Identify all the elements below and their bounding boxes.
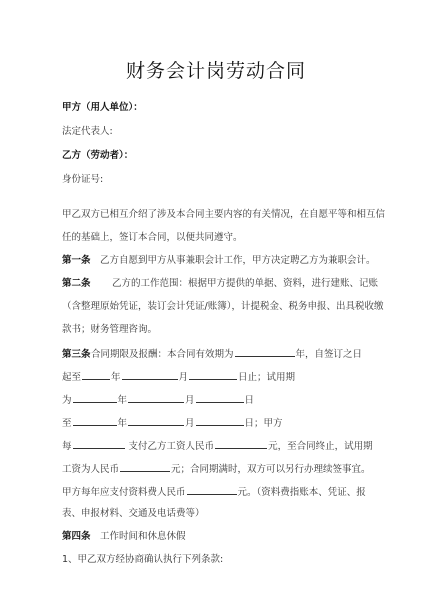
article-2-text-2: （含整理原始凭证，装订会计凭证/账簿），计提税金、税务申报、出具税收缴	[62, 301, 384, 312]
article-3-line-2	[62, 369, 295, 384]
article-3-text: 起至	[62, 372, 82, 383]
article-1-text: 乙方自愿到甲方从事兼职会计工作，甲方决定聘乙方为兼职会计。	[100, 255, 376, 266]
article-3-line-1	[62, 346, 362, 361]
article-4	[62, 530, 186, 543]
probation-start-day-blank[interactable]	[196, 392, 244, 403]
article-3-line-4	[62, 415, 283, 430]
party-a-label: 甲方（用人单位）：	[62, 102, 143, 113]
article-3-text: 日；甲方	[244, 418, 283, 429]
article-3-text: 元，至合同终止，试用期	[268, 441, 373, 452]
article-3-text: 支付乙方工资人民币	[128, 441, 215, 452]
end-year-blank[interactable]	[82, 369, 110, 380]
article-3-text: 月	[185, 418, 195, 429]
article-4-text: 工作时间和休息休假	[100, 531, 186, 542]
article-3-text: 年	[117, 418, 128, 429]
article-2	[62, 277, 378, 290]
article-3-text: 年	[117, 395, 128, 406]
article-3-text: 每	[62, 441, 72, 452]
article-4-heading: 第四条	[62, 531, 91, 542]
pay-period-blank[interactable]	[73, 438, 125, 449]
end-day-blank[interactable]	[189, 369, 237, 380]
article-3-line-3	[62, 392, 254, 407]
article-3-text: 日止；试用期	[238, 372, 296, 383]
salary-amount-blank[interactable]	[215, 438, 267, 449]
article-3-line-5	[62, 438, 373, 453]
article-3-text: 元。（资料费指账本、凭证、报	[237, 487, 366, 498]
party-b-label: 乙方（劳动者）：	[62, 150, 134, 161]
probation-end-day-blank[interactable]	[196, 415, 244, 426]
intro-line-1: 甲乙双方已相互介绍了涉及本合同主要内容的有关情况，在自愿平等和相互信	[62, 209, 386, 220]
article-1	[62, 254, 376, 267]
article-2-text-1: 乙方的工作范围：根据甲方提供的单据、资料，进行建账、记账	[112, 278, 379, 289]
article-3-line-8: 表、申报材料、交通及电话费等）	[62, 508, 205, 519]
id-number-label: 身份证号:	[62, 174, 104, 185]
article-3-line-6	[62, 461, 371, 476]
article-2-text-3: 款书；财务管理咨询。	[62, 324, 158, 335]
intro-line-2: 任的基础上，签订本合同，以便共同遵守。	[62, 232, 243, 243]
probation-end-year-blank[interactable]	[73, 415, 117, 426]
probation-end-month-blank[interactable]	[128, 415, 184, 426]
article-3-text: 至	[62, 418, 72, 429]
article-3-text: 合同期限及报酬：本合同有效期为	[91, 349, 234, 360]
item-1: 1、甲乙双方经协商确认执行下列条款:	[62, 554, 224, 565]
probation-salary-blank[interactable]	[120, 461, 170, 472]
article-3-text: 月	[178, 372, 189, 383]
article-3-heading: 第三条	[62, 349, 91, 360]
article-1-heading: 第一条	[62, 255, 91, 266]
article-3-text: 年，自签订之日	[295, 349, 363, 360]
legal-rep-label: 法定代表人:	[62, 126, 113, 137]
probation-start-year-blank[interactable]	[73, 392, 117, 403]
material-fee-blank[interactable]	[187, 484, 237, 495]
article-3-text: 工资为人民币	[62, 464, 120, 475]
article-3-text: 元；合同期满时，双方可以另行办理续签事宜。	[171, 464, 371, 475]
end-month-blank[interactable]	[122, 369, 178, 380]
contract-term-blank[interactable]	[235, 346, 295, 357]
article-3-text: 月	[185, 395, 195, 406]
article-3-text: 日	[244, 395, 255, 406]
probation-start-month-blank[interactable]	[128, 392, 184, 403]
article-3-text: 甲方每年应支付资料费人民币	[62, 487, 186, 498]
document-title: 财务会计岗劳动合同	[125, 60, 306, 82]
article-3-text: 年	[111, 372, 121, 383]
article-2-heading: 第二条	[62, 278, 91, 289]
article-3-text: 为	[62, 395, 72, 406]
article-3-line-7	[62, 484, 366, 499]
